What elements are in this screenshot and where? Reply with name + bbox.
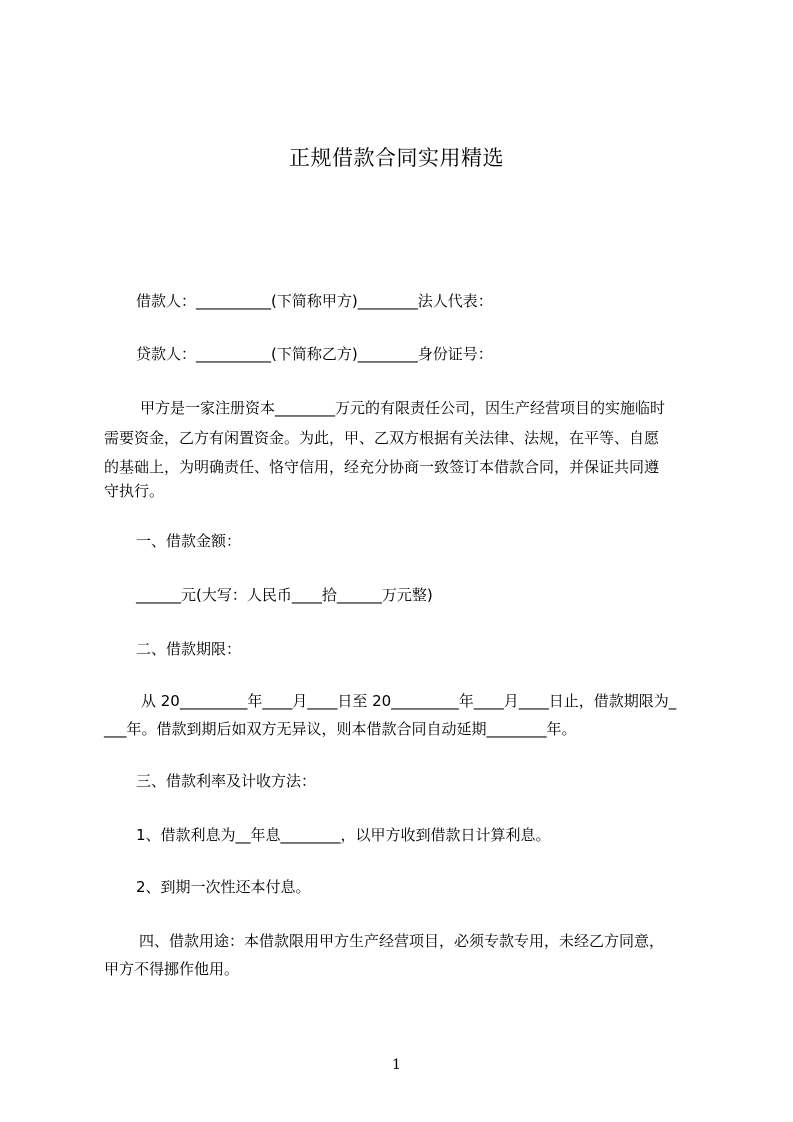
lender-line: 贷款人：__________(下简称乙方)________身份证号： — [136, 345, 493, 363]
loan-term-line-2: ___年。借款到期后如双方无异议，则本借款合同自动延期________年。 — [104, 720, 577, 738]
section-3-heading: 三、借款利率及计收方法： — [136, 772, 317, 790]
interest-item-1: 1、借款利息为__年息________，以甲方收到借款日计算利息。 — [136, 826, 551, 844]
loan-amount-line: ______元(大写：人民币____拾______万元整) — [136, 586, 433, 604]
section-2-heading: 二、借款期限： — [136, 640, 242, 658]
section-4-line-2: 甲方不得挪作他用。 — [104, 960, 240, 978]
intro-line-4: 守执行。 — [104, 482, 165, 500]
borrower-line: 借款人：__________(下简称甲方)________法人代表： — [136, 292, 493, 310]
intro-line-3: 的基础上，为明确责任、恪守信用，经充分协商一致签订本借款合同，并保证共同遵 — [104, 458, 660, 476]
intro-line-1: 甲方是一家注册资本________万元的有限责任公司，因生产经营项目的实施临时 — [140, 399, 666, 417]
document-title: 正规借款合同实用精选 — [289, 146, 504, 170]
section-1-heading: 一、借款金额： — [136, 532, 242, 550]
intro-line-2: 需要资金，乙方有闲置资金。为此，甲、乙双方根据有关法律、法规，在平等、自愿 — [104, 429, 660, 447]
section-4-line-1: 四、借款用途：本借款限用甲方生产经营项目，必须专款专用，未经乙方同意， — [139, 932, 665, 950]
loan-term-line-1: 从 20_________年____月____日至 20_________年____月____日止，借款期限为_ — [141, 692, 677, 710]
interest-item-2: 2、到期一次性还本付息。 — [136, 878, 311, 896]
page-number: 1 — [392, 1057, 401, 1073]
